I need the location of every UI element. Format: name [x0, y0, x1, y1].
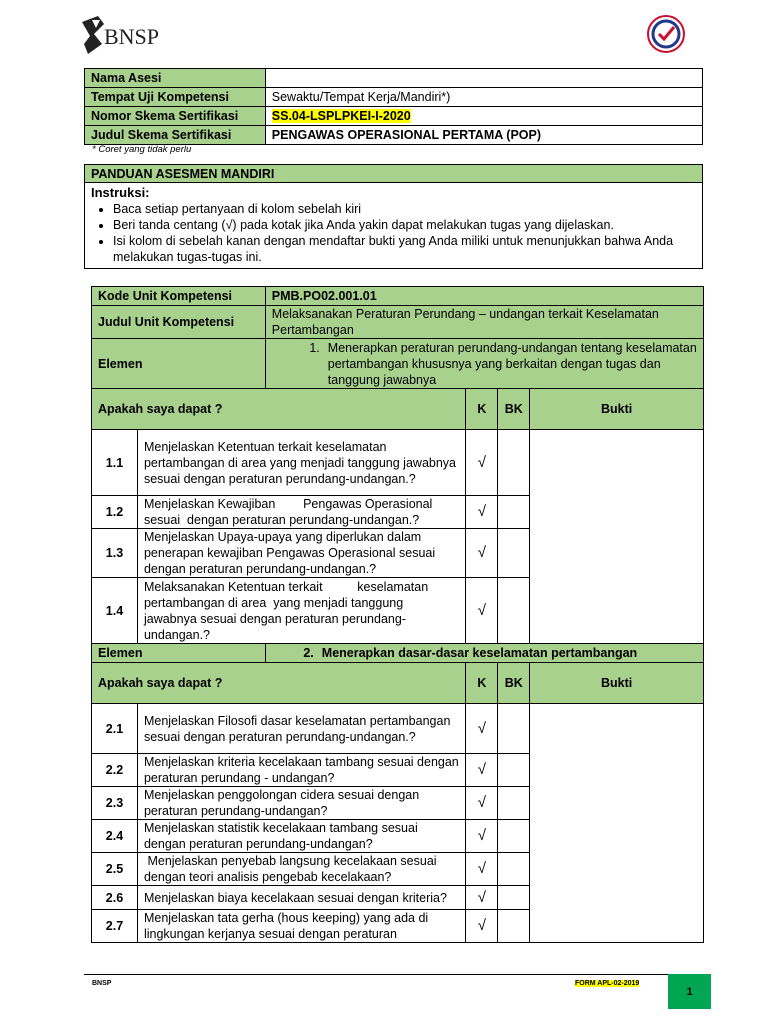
- row-question: Menjelaskan Ketentuan terkait keselamatan pertambangan di area yang menjadi tanggung jawabnya sesuai dengan peraturan perundang-undangan.?: [137, 430, 465, 496]
- form-code: FORM APL-02-2019: [575, 980, 640, 987]
- instruction-list: [91, 201, 696, 265]
- bnsp-logo: [78, 14, 168, 56]
- row-number: 2.6: [92, 886, 138, 910]
- instruction-item: • Baca setiap pertanyaan di kolom sebelah kiri: [113, 201, 696, 217]
- lsp-seal-logo: [642, 14, 690, 54]
- bk-checkbox[interactable]: [498, 820, 530, 853]
- bk-header: BK: [498, 389, 530, 430]
- bk-checkbox[interactable]: [498, 578, 530, 644]
- row-number: 2.1: [92, 704, 138, 754]
- k-checkbox[interactable]: √: [466, 529, 498, 578]
- elemen-1-label: Elemen: [92, 339, 266, 389]
- row-question: Melaksanakan Ketentuan terkait keselamatan pertambangan di area yang menjadi tanggung jawabnya sesuai dengan peraturan perundang-undangan.?: [137, 578, 465, 644]
- guide-title: PANDUAN ASESMEN MANDIRI: [85, 165, 703, 183]
- bk-header: BK: [498, 663, 530, 704]
- elemen-2-text: Menerapkan dasar-dasar keselamatan pertambangan: [321, 646, 638, 660]
- k-checkbox[interactable]: √: [466, 886, 498, 910]
- k-checkbox[interactable]: √: [466, 496, 498, 529]
- footer-left-text: BNSP: [92, 980, 112, 987]
- k-header: K: [466, 389, 498, 430]
- k-checkbox[interactable]: √: [466, 853, 498, 886]
- bk-checkbox[interactable]: [498, 787, 530, 820]
- k-header: K: [466, 663, 498, 704]
- guide-body: [85, 183, 703, 269]
- nama-asesi-value[interactable]: [265, 69, 702, 88]
- judul-skema-value: PENGAWAS OPERASIONAL PERTAMA (POP): [265, 126, 702, 145]
- row-question: Menjelaskan Filosofi dasar keselamatan pertambangan sesuai dengan peraturan perundang-undangan.?: [137, 704, 465, 754]
- bk-checkbox[interactable]: [498, 886, 530, 910]
- question-header: Apakah saya dapat ?: [92, 663, 466, 704]
- kode-unit-label: Kode Unit Kompetensi: [92, 287, 266, 306]
- row-question: Menjelaskan penggolongan cidera sesuai dengan peraturan perundang-undangan?: [137, 787, 465, 820]
- judul-unit-label: Judul Unit Kompetensi: [92, 306, 266, 339]
- elemen-1-text: Menerapkan peraturan perundang-undangan tentang keselamatan pertambangan khususnya yang berkaitan dengan tugas dan tanggung jawabnya: [327, 340, 697, 387]
- bukti-cell[interactable]: [530, 430, 704, 644]
- elemen-1-cell: [265, 339, 703, 389]
- table-row: [92, 704, 704, 754]
- bukti-header: Bukti: [530, 389, 704, 430]
- bk-checkbox[interactable]: [498, 496, 530, 529]
- bk-checkbox[interactable]: [498, 754, 530, 787]
- row-number: 2.5: [92, 853, 138, 886]
- tempat-uji-value: Sewaktu/Tempat Kerja/Mandiri*): [265, 88, 702, 107]
- tempat-uji-label: Tempat Uji Kompetensi: [85, 88, 266, 107]
- row-number: 2.2: [92, 754, 138, 787]
- row-question: Menjelaskan kriteria kecelakaan tambang sesuai dengan peraturan perundang - undangan?: [137, 754, 465, 787]
- row-number: 2.4: [92, 820, 138, 853]
- k-checkbox[interactable]: √: [466, 430, 498, 496]
- k-checkbox[interactable]: √: [466, 578, 498, 644]
- bk-checkbox[interactable]: [498, 529, 530, 578]
- row-number: 2.3: [92, 787, 138, 820]
- page-number: 1: [668, 974, 711, 1009]
- row-question: Menjelaskan Upaya-upaya yang diperlukan dalam penerapan kewajiban Pengawas Operasional sesuai dengan peraturan perundang-undangan.?: [137, 529, 465, 578]
- row-number: 2.7: [92, 910, 138, 943]
- instruksi-label: Instruksi:: [91, 185, 150, 200]
- row-question: Menjelaskan Kewajiban Pengawas Operasional sesuai dengan peraturan perundang-undangan.?: [137, 496, 465, 529]
- elemen-2-label: Elemen: [92, 644, 266, 663]
- k-checkbox[interactable]: √: [466, 704, 498, 754]
- note-text: * Coret yang tidak perlu: [92, 144, 192, 155]
- svg-text:BNSP: BNSP: [104, 24, 160, 49]
- instruction-item: • Isi kolom di sebelah kanan dengan mendaftar bukti yang Anda miliki untuk menunjukkan bahwa Anda melakukan tugas-tugas ini.: [113, 233, 696, 265]
- k-checkbox[interactable]: √: [466, 754, 498, 787]
- kode-unit-value: PMB.PO02.001.01: [265, 287, 703, 306]
- row-number: 1.2: [92, 496, 138, 529]
- k-checkbox[interactable]: √: [466, 787, 498, 820]
- elemen-1-number: 1.: [309, 340, 320, 355]
- nama-asesi-label: Nama Asesi: [85, 69, 266, 88]
- bk-checkbox[interactable]: [498, 910, 530, 943]
- identity-table: [84, 68, 703, 145]
- bukti-header: Bukti: [530, 663, 704, 704]
- bk-checkbox[interactable]: [498, 704, 530, 754]
- elemen-2-number: 2.: [303, 646, 314, 660]
- k-checkbox[interactable]: √: [466, 820, 498, 853]
- bukti-cell[interactable]: [530, 704, 704, 943]
- footer-divider: [84, 974, 668, 975]
- judul-skema-label: Judul Skema Sertifikasi: [85, 126, 266, 145]
- instruction-item: • Beri tanda centang (√) pada kotak jika Anda yakin dapat melakukan tugas yang dijelaskan.: [113, 217, 696, 233]
- k-checkbox[interactable]: √: [466, 910, 498, 943]
- row-number: 1.1: [92, 430, 138, 496]
- bk-checkbox[interactable]: [498, 853, 530, 886]
- unit-table: [91, 286, 704, 943]
- row-question: Menjelaskan penyebab langsung kecelakaan sesuai dengan teori analisis pengebab kecelakaan?: [137, 853, 465, 886]
- row-number: 1.3: [92, 529, 138, 578]
- elemen-2-cell: [265, 644, 703, 663]
- question-header: Apakah saya dapat ?: [92, 389, 466, 430]
- table-row: [92, 430, 704, 496]
- row-question: Menjelaskan tata gerha (hous keeping) yang ada di lingkungan kerjanya sesuai dengan peraturan: [137, 910, 465, 943]
- nomor-skema-label: Nomor Skema Sertifikasi: [85, 107, 266, 126]
- row-question: Menjelaskan biaya kecelakaan sesuai dengan kriteria?: [137, 886, 465, 910]
- row-number: 1.4: [92, 578, 138, 644]
- bk-checkbox[interactable]: [498, 430, 530, 496]
- nomor-skema-value: SS.04-LSPLPKEI-I-2020: [271, 109, 411, 123]
- guide-table: [84, 164, 703, 269]
- row-question: Menjelaskan statistik kecelakaan tambang sesuai dengan peraturan perundang-undangan?: [137, 820, 465, 853]
- judul-unit-value: Melaksanakan Peraturan Perundang – undangan terkait Keselamatan Pertambangan: [265, 306, 703, 339]
